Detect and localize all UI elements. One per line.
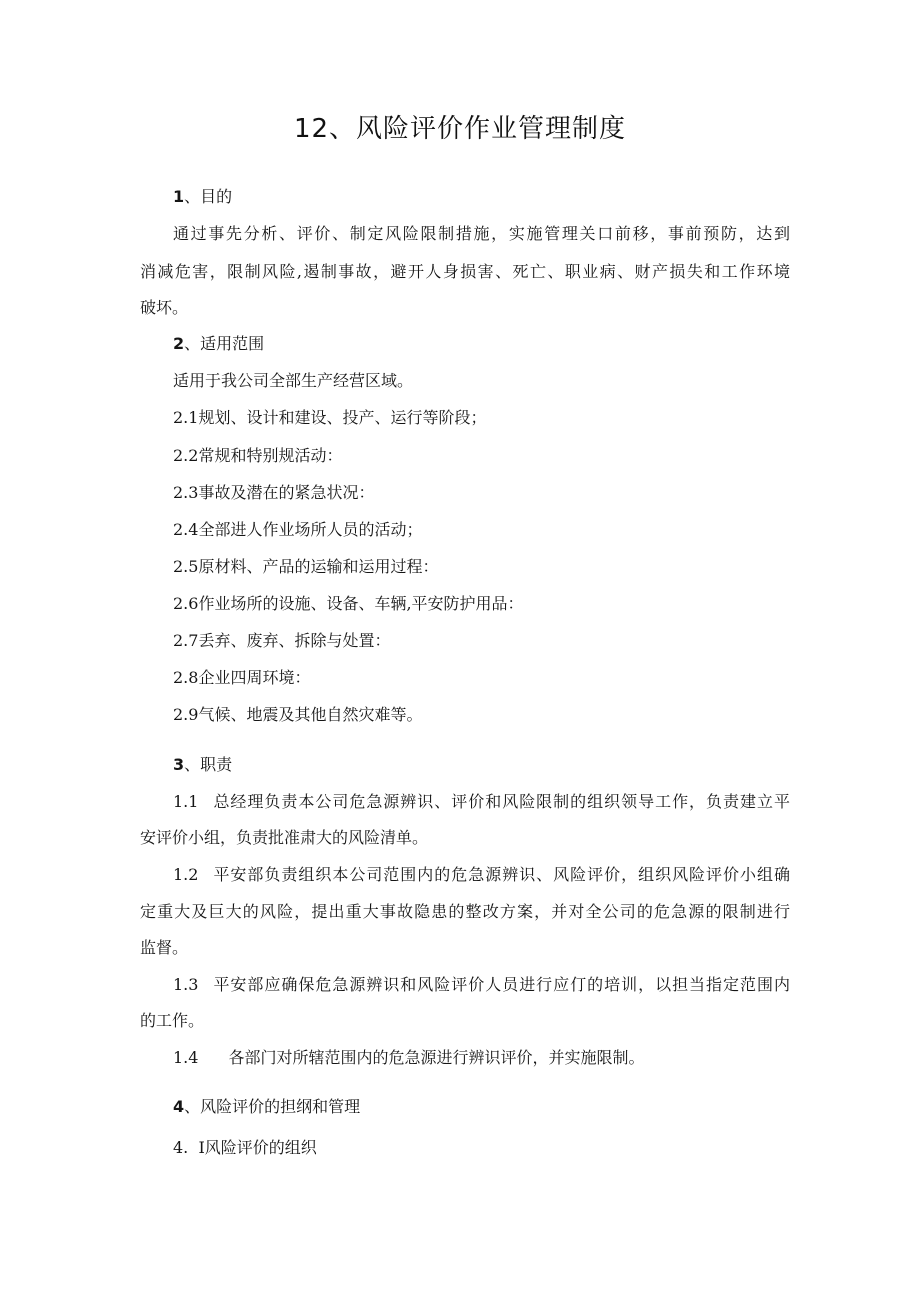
section-label: 、风险评价的担纲和管理: [184, 1097, 361, 1116]
section-2-heading: [173, 334, 823, 354]
list-item: 2.4全部进人作业场所人员的活动；: [173, 520, 423, 539]
paragraph-line: 安评价小组，负责批准肃大的风险清单。: [140, 828, 429, 847]
list-item: 2.6作业场所的设施、设备、车辆,平安防护用品：: [173, 594, 524, 613]
clause-number: 1.4: [173, 1048, 199, 1067]
page-title: 12、风险评价作业管理制度: [293, 114, 627, 144]
clause-text: 平安部负责组织本公司范围内的危急源辨识、风险评价，组织风险评价小组确: [212, 865, 790, 884]
paragraph-line: 通过事先分析、评价、制定风险限制措施，实施管理关口前移，事前预防，达到: [173, 224, 790, 243]
paragraph-line: 监督。: [140, 938, 189, 957]
clause-text: 总经理负责本公司危急源辨识、评价和风险限制的组织领导工作，负责建立平: [212, 792, 790, 811]
paragraph-line: 破坏。: [140, 298, 189, 317]
paragraph-line: 消减危害，限制风险,遏制事故，避开人身损害、死亡、职业病、财产损失和工作环境: [140, 262, 790, 281]
section-label: 、目的: [184, 187, 233, 206]
section-label: 、职责: [184, 755, 233, 774]
paragraph-line: [173, 865, 790, 885]
list-item: 2.1规划、设计和建设、投产、运行等阶段；: [173, 408, 487, 427]
section-number: 1: [173, 187, 185, 206]
clause-text: 平安部应确保危急源辨识和风险评价人员进行应仃的培训，以担当指定范围内: [212, 975, 790, 994]
paragraph-line: 定重大及巨大的风险，提出重大事故隐患的整改方案，并对全公司的危急源的限制进行: [140, 902, 790, 921]
section-label: 、适用范围: [184, 334, 265, 353]
paragraph-line: 适用于我公司全部生产经营区域。: [173, 371, 414, 390]
section-3-heading: [173, 755, 823, 775]
list-item: 2.9气候、地震及其他自然灾难等。: [173, 705, 423, 724]
section-number: 2: [173, 334, 185, 353]
clause-number: 1.1: [173, 792, 199, 811]
clause-text: 各部门对所辖范围内的危急源进行辨识评价，并实施限制。: [228, 1048, 645, 1067]
paragraph-line: [173, 1048, 823, 1068]
list-item: 2.3事故及潜在的紧急状况：: [173, 483, 375, 502]
list-item: 2.5原材料、产品的运输和运用过程：: [173, 557, 439, 576]
section-number: 3: [173, 755, 185, 774]
list-item: 2.7丢弃、废弃、拆除与处置：: [173, 631, 391, 650]
clause-number: 1.2: [173, 865, 199, 884]
paragraph-line: 的工作。: [140, 1011, 205, 1030]
paragraph-line: [173, 792, 790, 812]
section-1-heading: [173, 187, 823, 207]
section-4-heading: [173, 1097, 823, 1117]
clause-number: 1.3: [173, 975, 199, 994]
list-item: 2.2常规和特别规活动：: [173, 446, 343, 465]
section-number: 4: [173, 1097, 185, 1116]
paragraph-line: [173, 975, 790, 995]
list-item: 2.8企业四周环境：: [173, 668, 311, 687]
subsection-heading: 4. I风险评价的组织: [173, 1138, 317, 1157]
